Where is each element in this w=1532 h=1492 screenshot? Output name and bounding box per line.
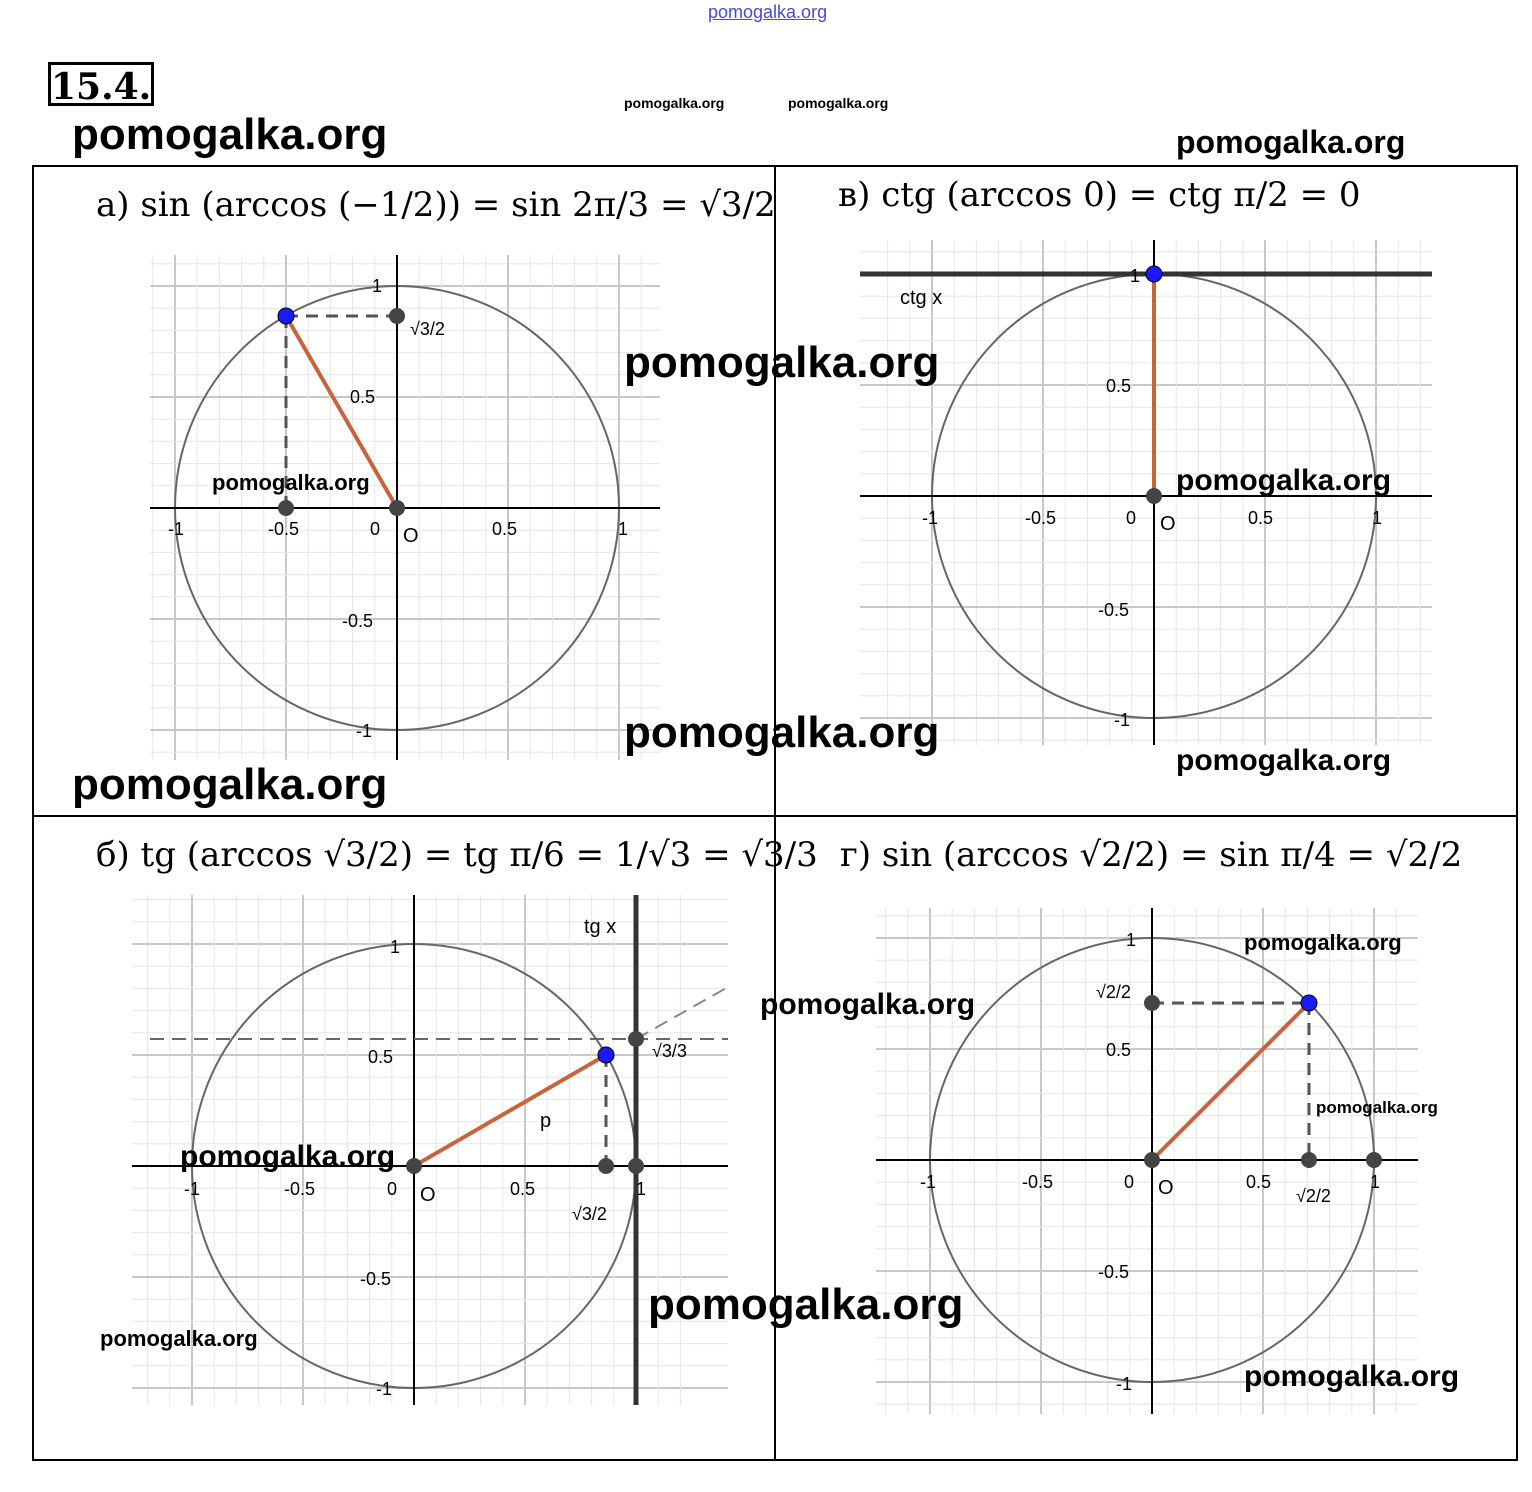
unit-point [628, 1158, 644, 1174]
label-y: √3/3 [652, 1041, 687, 1061]
angle-point [278, 308, 294, 324]
problem-number: 15.4. [48, 62, 154, 106]
tick-x: 0.5 [1248, 508, 1274, 528]
tick-x: 0 [387, 1179, 398, 1199]
tick-x: -0.5 [1025, 508, 1057, 528]
tick-x: 1 [1370, 1172, 1381, 1192]
tick-y: 0.5 [350, 387, 376, 407]
angle-point [1146, 266, 1162, 282]
watermark: pomogalka.org [180, 1140, 396, 1173]
watermark: pomogalka.org [648, 1280, 964, 1329]
tick-x: -1 [922, 508, 939, 528]
unit-point [1366, 1152, 1382, 1168]
tick-y: 1 [390, 937, 401, 957]
watermark: pomogalka.org [624, 708, 940, 757]
tick-x: -0.5 [268, 519, 300, 539]
formula-a: а) sin (arccos (−1/2)) = sin 2π/3 = √3/2 [96, 185, 776, 225]
watermark: pomogalka.org [72, 110, 388, 159]
line-label: tg x [584, 916, 617, 938]
tick-x: 1 [1372, 508, 1383, 528]
tick-y: 0.5 [1106, 376, 1132, 396]
tick-y: 1 [1130, 266, 1141, 286]
unit-circle-a [150, 255, 660, 760]
origin-label: O [403, 525, 419, 547]
label-x: √2/2 [1296, 1186, 1331, 1206]
tick-x: 0.5 [492, 519, 518, 539]
point-label: √3/2 [410, 319, 445, 339]
tick-x: 0 [1124, 1172, 1135, 1192]
projection-point [1144, 995, 1160, 1011]
watermark: pomogalka.org [1176, 744, 1392, 777]
projection-point [389, 308, 405, 324]
angle-point [1301, 995, 1317, 1011]
projection-point [1301, 1152, 1317, 1168]
watermark: pomogalka.org [624, 338, 940, 387]
tick-x: 1 [636, 1179, 647, 1199]
label-x: √3/2 [572, 1204, 607, 1224]
tick-y: -1 [1114, 710, 1131, 730]
origin-point [406, 1158, 422, 1174]
tick-x: 0.5 [510, 1179, 536, 1199]
formula-b: б) tg (arccos √3/2) = tg π/6 = 1/√3 = √3/3 [96, 835, 818, 875]
origin-point [1144, 1152, 1160, 1168]
table-divider-horizontal [32, 815, 1518, 817]
tick-y: -1 [1116, 1374, 1133, 1394]
label-y: √2/2 [1096, 982, 1131, 1002]
line-label: ctg x [900, 287, 943, 309]
unit-circle-g [876, 908, 1418, 1414]
origin-point [389, 500, 405, 516]
tick-x: -1 [920, 1172, 937, 1192]
origin-label: O [420, 1184, 436, 1206]
tick-y: -1 [356, 721, 373, 741]
watermark-top: pomogalka.org [708, 2, 828, 22]
formula-v: в) ctg (arccos 0) = ctg π/2 = 0 [838, 175, 1361, 215]
tick-y: -0.5 [1098, 1262, 1130, 1282]
tick-y: 0.5 [1106, 1040, 1132, 1060]
tangent-point [628, 1031, 644, 1047]
watermark: pomogalka.org [72, 760, 388, 809]
tick-x: 0 [370, 519, 381, 539]
projection-point [598, 1158, 614, 1174]
tick-y: 1 [372, 276, 383, 296]
segment-label: p [540, 1110, 552, 1132]
tick-x: 0 [1126, 508, 1137, 528]
watermark: pomogalka.org [100, 1326, 258, 1351]
projection-point [278, 500, 294, 516]
watermark-small: pomogalka.org [624, 95, 725, 111]
tick-y: -0.5 [342, 611, 374, 631]
watermark-small: pomogalka.org [788, 95, 889, 111]
radius-segment [414, 1055, 606, 1166]
dashed-ray-extension [636, 987, 728, 1039]
tick-x: -1 [168, 519, 185, 539]
tick-x: -1 [184, 1179, 201, 1199]
tick-x: -0.5 [284, 1179, 316, 1199]
angle-point [598, 1047, 614, 1063]
watermark: pomogalka.org [1316, 1098, 1438, 1117]
tick-y: 0.5 [368, 1047, 394, 1067]
watermark: pomogalka.org [1176, 464, 1392, 497]
tick-y: -0.5 [1098, 600, 1130, 620]
formula-g: г) sin (arccos √2/2) = sin π/4 = √2/2 [840, 835, 1463, 875]
tick-x: -0.5 [1022, 1172, 1054, 1192]
origin-point [1146, 488, 1162, 504]
origin-label: O [1158, 1177, 1174, 1199]
origin-label: O [1160, 513, 1176, 535]
tick-y: 1 [1126, 930, 1137, 950]
tick-y: -1 [376, 1379, 393, 1399]
watermark: pomogalka.org [1244, 930, 1402, 955]
tick-x: 0.5 [1246, 1172, 1272, 1192]
watermark: pomogalka.org [1244, 1360, 1460, 1393]
watermark: pomogalka.org [760, 988, 976, 1021]
watermark: pomogalka.org [212, 470, 370, 495]
tick-x: 1 [618, 519, 629, 539]
tick-y: -0.5 [360, 1269, 392, 1289]
watermark: pomogalka.org [1176, 124, 1406, 160]
